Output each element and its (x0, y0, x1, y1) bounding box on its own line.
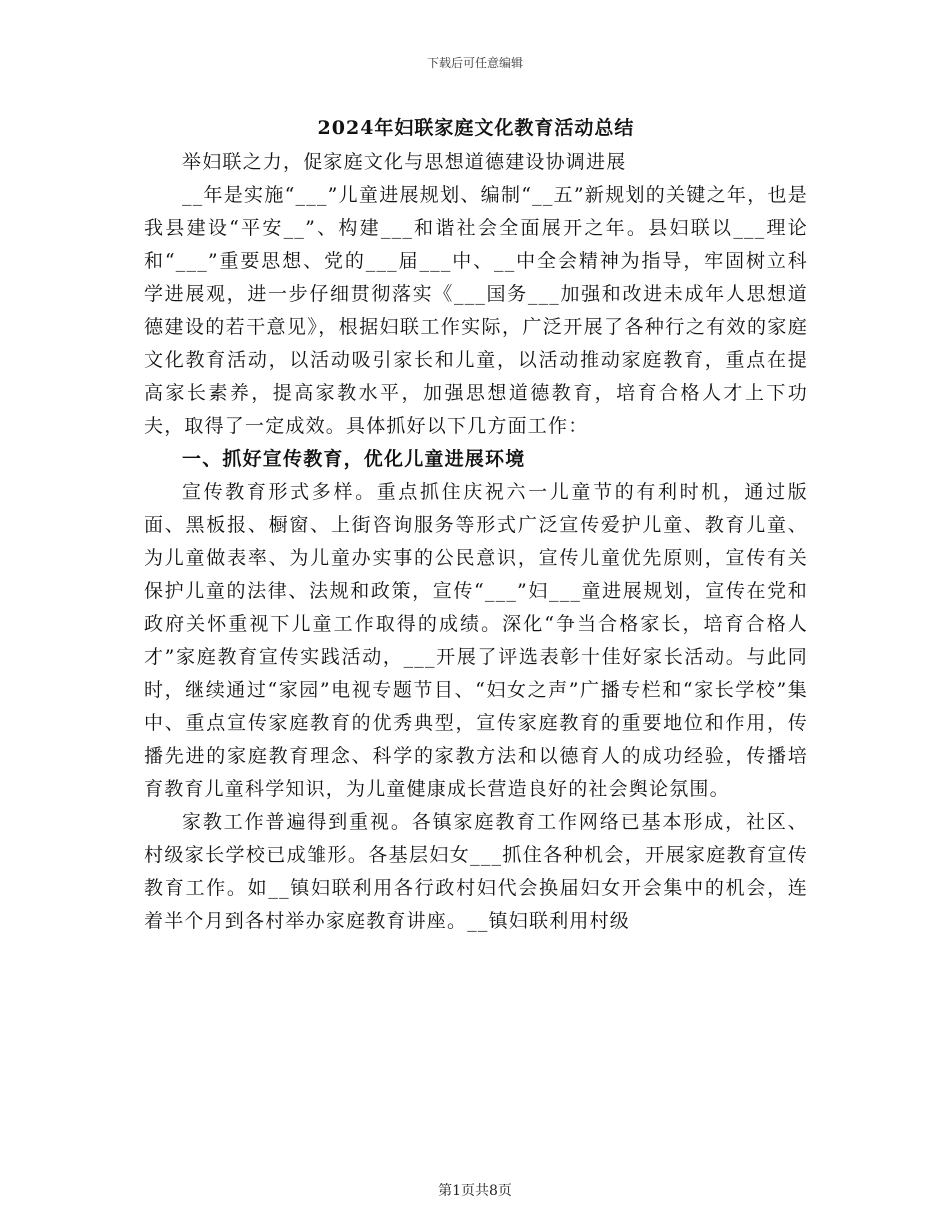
document-body (144, 112, 808, 938)
paragraph-publicity: 宣传教育形式多样。重点抓住庆祝六一儿童节的有利时机，通过版面、黑板报、橱窗、上街咨询服务等形式广泛宣传爱护儿童、教育儿童、为儿童做表率、为儿童办实事的公民意识，宣传儿童优先原则，宣传有关保护儿童的法律、法规和政策，宣传“___”妇___童进展规划，宣传在党和政府关怀重视下儿童工作取得的成绩。深化“争当合格家长，培育合格人才”家庭教育宣传实践活动，___开展了评选表彰十佳好家长活动。与此同时，继续通过“家园”电视专题节目、“妇女之声”广播专栏和“家长学校”集中、重点宣传家庭教育的优秀典型，宣传家庭教育的重要地位和作用，传播先进的家庭教育理念、科学的家教方法和以德育人的成功经验，传播培育教育儿童科学知识，为儿童健康成长营造良好的社会舆论氛围。 (144, 481, 808, 800)
document-subtitle: 举妇联之力，促家庭文化与思想道德建设协调进展 (182, 151, 627, 173)
page-footer: 第1页共8页 (438, 1183, 512, 1199)
paragraph-intro: __年是实施“___”儿童进展规划、编制“__五”新规划的关键之年，也是我县建设“平安__”、构建___和谐社会全面展开之年。县妇联以___理论和“___”重要思想、党的___届___中、__中全会精神为指导，牢固树立科学进展观，进一步仔细贯彻落实《___国务___加强和改进未成年人思想道德建设的若干意见》，根据妇联工作实际，广泛开展了各种行之有效的家庭文化教育活动，以活动吸引家长和儿童，以活动推动家庭教育，重点在提高家长素养，提高家教水平，加强思想道德教育，培育合格人才上下功夫，取得了一定成效。具体抓好以下几方面工作： (144, 184, 808, 437)
header-note: 下载后可任意编辑 (426, 56, 523, 70)
section-heading-1: 一、抓好宣传教育，优化儿童进展环境 (182, 448, 526, 470)
paragraph-family-education: 家教工作普遍得到重视。各镇家庭教育工作网络已基本形成，社区、村级家长学校已成雏形。各基层妇女___抓住各种机会，开展家庭教育宣传教育工作。如__镇妇联利用各行政村妇代会换届妇女开会集中的机会，连着半个月到各村举办家庭教育讲座。__镇妇联利用村级 (144, 811, 808, 932)
document-title: 2024年妇联家庭文化教育活动总结 (317, 117, 635, 139)
